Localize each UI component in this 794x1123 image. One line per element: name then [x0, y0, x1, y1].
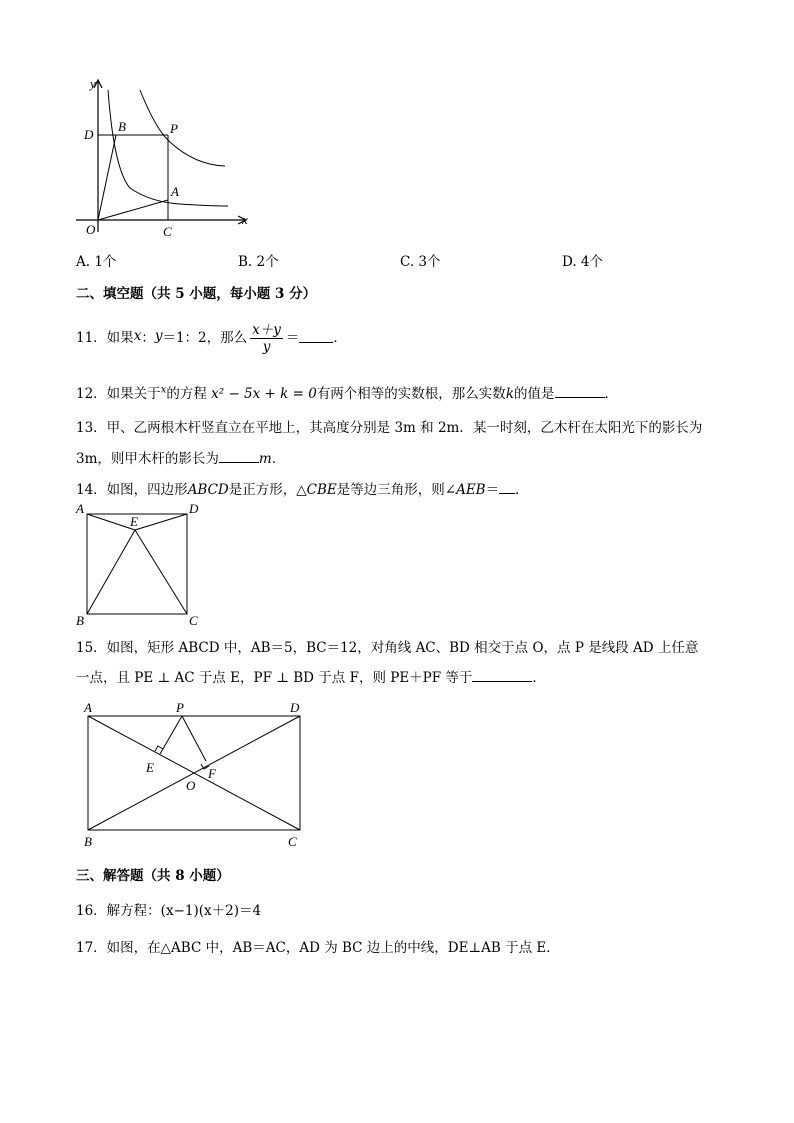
q11-y: y: [154, 328, 163, 344]
segment-AE: [87, 514, 135, 530]
q14-figure: [72, 500, 212, 630]
q11-frac-num: x＋y: [250, 318, 283, 339]
q12: [76, 382, 618, 402]
q15-label-F: F: [208, 766, 216, 781]
q14-label-C: C: [189, 613, 198, 628]
q14-p2: 是正方形，: [228, 482, 297, 498]
q11-colon: ：: [141, 330, 155, 346]
q14-p4: ＝: [485, 482, 500, 498]
q15-answer-blank[interactable]: [472, 669, 532, 682]
q11-end: ．: [333, 330, 347, 346]
q15-label-P: P: [176, 700, 184, 715]
q11-fraction: [250, 318, 283, 355]
q12-equation: x² − 5x + k = 0: [211, 386, 317, 402]
q11-prefix: 11．如果: [76, 330, 134, 346]
q13-end: ．: [271, 451, 286, 467]
hyperbola-outer: [140, 90, 225, 166]
q15-line2: [76, 666, 546, 686]
q15-end: ．: [532, 670, 546, 686]
choice-b: B. 2个: [238, 254, 279, 270]
q10-graph: [70, 70, 260, 240]
segment-OB: [98, 135, 116, 220]
q15-figure: [78, 698, 318, 853]
q12-p3: 有两个相等的实数根，那么实数: [316, 386, 506, 402]
q12-p4: 的值是: [514, 386, 555, 402]
q15-label-A: A: [84, 700, 92, 715]
section3-title: 三、解答题（共 8 小题）: [76, 868, 230, 884]
q13-line2-text: 3m，则甲木杆的影长为: [76, 451, 219, 467]
q11-x: x: [133, 328, 142, 344]
section2-title: 二、填空题（共 5 小题，每小题 3 分）: [76, 286, 317, 302]
q17: 17．如图，在△ABC 中，AB＝AC，AD 为 BC 边上的中线，DE⊥AB 于点 E．: [76, 940, 560, 956]
segment-OA: [98, 200, 168, 220]
q12-p2: 的方程: [166, 386, 207, 402]
segment-CE: [135, 530, 187, 614]
segment-BE: [87, 530, 135, 614]
q11: [76, 316, 347, 356]
q13-line1: 13．甲、乙两根木杆竖直立在平地上，其高度分别是 3m 和 2m．某一时刻，乙木杆在太阳光下的影长为: [76, 420, 703, 436]
choice-d: D. 4个: [562, 254, 604, 270]
segment-PF: [182, 716, 206, 761]
q14-cbe: △CBE: [296, 482, 337, 498]
q14-label-A: A: [76, 501, 84, 516]
label-P: P: [170, 121, 178, 136]
q14-p1: 14．如图，四边形: [76, 482, 188, 498]
q14-label-B: B: [76, 613, 84, 628]
q12-end: ．: [604, 386, 618, 402]
label-A: A: [171, 184, 179, 199]
q15-line2-text: 一点，且 PE ⊥ AC 于点 E，PF ⊥ BD 于点 F，则 PE＋PF 等于: [76, 670, 473, 686]
label-O: O: [86, 222, 96, 237]
q11-ratio: ＝1：2，那么: [162, 330, 248, 346]
q14-angle: ∠AEB: [444, 482, 486, 498]
q14-abcd: ABCD: [187, 482, 229, 498]
q12-x: x: [160, 384, 167, 396]
segment-DE: [135, 514, 187, 530]
q15-label-C: C: [288, 834, 297, 849]
q11-answer-blank[interactable]: [299, 330, 333, 343]
label-C: C: [163, 224, 172, 239]
q15-line1: 15．如图，矩形 ABCD 中，AB＝5，BC＝12，对角线 AC、BD 相交于点 O，点 P 是线段 AD 上任意: [76, 640, 699, 656]
q11-eq: ＝: [285, 330, 300, 346]
q11-frac-den: y: [262, 338, 271, 355]
q12-k: k: [505, 386, 514, 402]
label-y: y: [90, 76, 96, 91]
q15-label-E: E: [146, 760, 154, 775]
label-x: x: [242, 212, 248, 227]
label-B: B: [118, 119, 126, 134]
q15-label-O: O: [186, 778, 196, 793]
choice-c: C. 3个: [400, 254, 441, 270]
q14-answer-blank[interactable]: [499, 481, 515, 494]
segment-PE: [160, 716, 182, 754]
q13-unit: m: [258, 451, 272, 467]
q14-label-E: E: [130, 514, 138, 529]
q15-label-B: B: [84, 834, 92, 849]
q15-label-D: D: [290, 700, 300, 715]
choice-a: A. 1个: [76, 254, 117, 270]
q14-end: ．: [515, 482, 529, 498]
q16: 16．解方程：(x−1)(x＋2)＝4: [76, 903, 262, 919]
q13-line2: [76, 447, 285, 467]
q12-answer-blank[interactable]: [555, 385, 605, 398]
q12-p1: 12．如果关于: [76, 386, 161, 402]
label-D: D: [84, 127, 94, 142]
q14-p3: 是等边三角形，则: [336, 482, 445, 498]
q14-label-D: D: [189, 501, 199, 516]
q14: [76, 478, 529, 498]
q13-answer-blank[interactable]: [219, 450, 259, 463]
